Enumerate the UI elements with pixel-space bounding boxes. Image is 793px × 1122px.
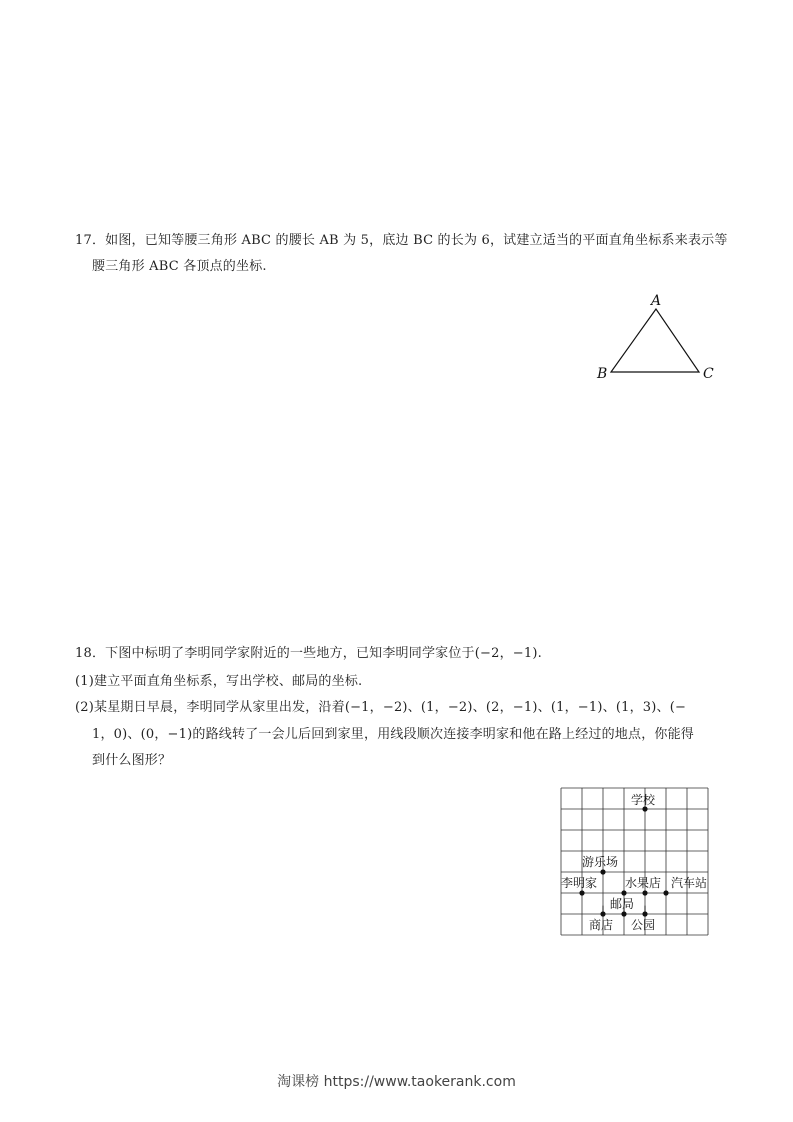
point-bus-station (663, 890, 668, 895)
vertex-label-c: C (703, 366, 714, 382)
q18-part-1: (1)建立平面直角坐标系，写出学校、邮局的坐标. (75, 674, 363, 689)
vertex-label-b: B (597, 366, 608, 382)
q17-line-1: 17．如图，已知等腰三角形 ABC 的腰长 AB 为 5，底边 BC 的长为 6，试建立适当的平面直角坐标系来表示等 (75, 233, 728, 248)
triangle-figure (592, 290, 722, 386)
point-fruit-shop (642, 890, 647, 895)
point-amusement-park (600, 869, 605, 874)
label-shop: 商店 (589, 918, 614, 932)
point-home (579, 890, 584, 895)
point-school (642, 806, 647, 811)
map-grid-figure (560, 787, 712, 937)
q18-part-2-line-3: 到什么图形？ (92, 753, 172, 768)
q18-part-2-line-2: 1，0)、(0，−1)的路线转了一会儿后回到家里，用线段顺次连接李明家和他在路上经过的地点，你能得 (92, 727, 694, 742)
label-fruit-shop: 水果店 (625, 876, 662, 890)
label-bus-station: 汽车站 (671, 876, 708, 890)
triangle-abc (611, 309, 699, 372)
label-amusement-park: 游乐场 (582, 855, 619, 869)
footer-watermark: 淘课榜 https://www.taokerank.com (277, 1074, 516, 1090)
q18-line-1: 18．下图中标明了李明同学家附近的一些地方，已知李明同学家位于(−2，−1). (75, 646, 542, 661)
label-park: 公园 (631, 918, 656, 932)
vertex-label-a: A (651, 293, 662, 309)
label-home: 李明家 (561, 876, 598, 890)
q18-part-2-line-1: (2)某星期日早晨，李明同学从家里出发，沿着(−1，−2)、(1，−2)、(2，−1)、(1，−1)、(1，3)、(− (75, 700, 687, 715)
point-junction (621, 890, 626, 895)
q17-line-2: 腰三角形 ABC 各顶点的坐标. (92, 259, 267, 274)
label-school: 学校 (631, 793, 656, 807)
label-post-office: 邮局 (610, 897, 635, 911)
